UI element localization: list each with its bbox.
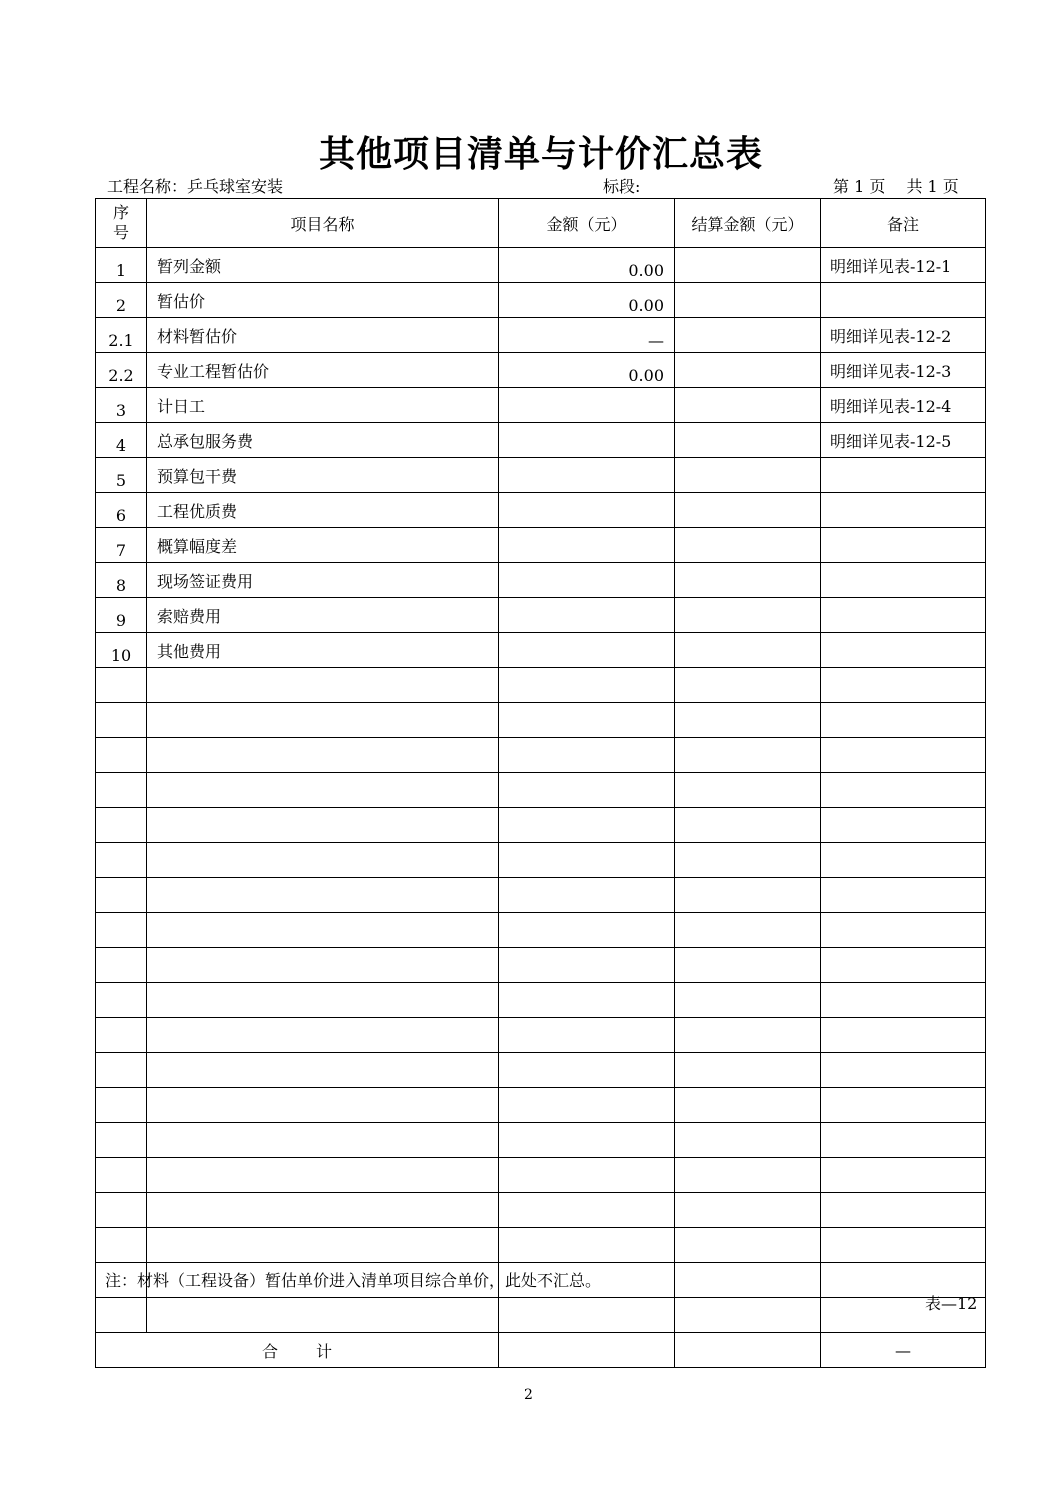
cell-no: [96, 1123, 147, 1158]
cell-remark: [821, 598, 986, 633]
cell-remark: [821, 983, 986, 1018]
table-row: [96, 633, 986, 668]
page-indicator: 第 1 页 共 1 页: [833, 177, 959, 196]
cell-no: [96, 1193, 147, 1228]
cell-name: 暂估价: [147, 283, 499, 318]
cell-remark: [821, 1158, 986, 1193]
cell-name: 预算包干费: [147, 458, 499, 493]
footnote: 注：材料（工程设备）暂估单价进入清单项目综合单价，此处不汇总。: [105, 1271, 602, 1290]
cell-no: [96, 913, 147, 948]
cell-no: 8: [96, 563, 147, 598]
cell-name: [147, 913, 499, 948]
cell-amount: [499, 1298, 675, 1333]
cell-settlement: [675, 983, 821, 1018]
cell-amount: [499, 1123, 675, 1158]
cell-amount: [499, 1018, 675, 1053]
table-row: [96, 493, 986, 528]
table-row: [96, 1088, 986, 1123]
table-row: [96, 1123, 986, 1158]
cell-name: 索赔费用: [147, 598, 499, 633]
header-remark: 备注: [821, 199, 986, 248]
cell-settlement: [675, 563, 821, 598]
cell-no: [96, 738, 147, 773]
total-settlement: [675, 1333, 821, 1368]
total-label: [96, 1333, 499, 1368]
cell-no: 9: [96, 598, 147, 633]
section-label: 标段:: [603, 177, 641, 196]
page-number: 2: [524, 1387, 533, 1403]
cell-amount: [499, 1053, 675, 1088]
cell-settlement: [675, 458, 821, 493]
table-row: [96, 1298, 986, 1333]
table-row: [96, 1228, 986, 1263]
cell-settlement: [675, 1088, 821, 1123]
cell-name: 工程优质费: [147, 493, 499, 528]
cell-settlement: [675, 808, 821, 843]
cell-no: [96, 808, 147, 843]
cell-remark: [821, 283, 986, 318]
cell-amount: [499, 493, 675, 528]
cell-amount: 0.00: [499, 248, 675, 283]
cell-remark: [821, 493, 986, 528]
table-row: [96, 668, 986, 703]
cell-amount: [499, 913, 675, 948]
cell-name: 材料暂估价: [147, 318, 499, 353]
table-row: [96, 1053, 986, 1088]
cell-amount: [499, 668, 675, 703]
cell-no: [96, 1158, 147, 1193]
table-row: [96, 528, 986, 563]
cell-settlement: [675, 633, 821, 668]
cell-no: [96, 843, 147, 878]
cell-settlement: [675, 248, 821, 283]
cell-no: 7: [96, 528, 147, 563]
total-label-part1: 合: [261, 1341, 278, 1361]
table-id: 表—12: [925, 1294, 978, 1313]
cell-settlement: [675, 423, 821, 458]
table-row: [96, 738, 986, 773]
table-row: [96, 563, 986, 598]
cell-settlement: [675, 353, 821, 388]
cell-amount: 0.00: [499, 353, 675, 388]
cell-remark: [821, 1088, 986, 1123]
cell-settlement: [675, 1298, 821, 1333]
cell-settlement: [675, 1193, 821, 1228]
cell-name: [147, 948, 499, 983]
table-row: [96, 878, 986, 913]
project-name: 工程名称：乒乓球室安装: [107, 177, 284, 196]
cell-remark: [821, 948, 986, 983]
cell-remark: [821, 913, 986, 948]
cell-no: [96, 668, 147, 703]
table-row: [96, 423, 986, 458]
cell-settlement: [675, 1018, 821, 1053]
cell-settlement: [675, 493, 821, 528]
cell-name: [147, 738, 499, 773]
table-row: [96, 913, 986, 948]
cell-no: 2.1: [96, 318, 147, 353]
cell-no: [96, 948, 147, 983]
cell-remark: [821, 843, 986, 878]
cell-name: [147, 1053, 499, 1088]
header-amount: 金额（元）: [499, 199, 675, 248]
cell-remark: [821, 668, 986, 703]
cell-no: 1: [96, 248, 147, 283]
cell-remark: [821, 1123, 986, 1158]
cell-no: 3: [96, 388, 147, 423]
cell-no: [96, 773, 147, 808]
cell-settlement: [675, 1053, 821, 1088]
cell-settlement: [675, 283, 821, 318]
cell-no: [96, 1228, 147, 1263]
cell-name: [147, 878, 499, 913]
cell-amount: [499, 843, 675, 878]
cell-name: [147, 703, 499, 738]
cell-settlement: [675, 1228, 821, 1263]
cell-name: [147, 773, 499, 808]
cell-remark: [821, 528, 986, 563]
cell-amount: [499, 948, 675, 983]
header-name: 项目名称: [147, 199, 499, 248]
table-row: [96, 353, 986, 388]
cell-settlement: [675, 668, 821, 703]
cell-remark: [821, 703, 986, 738]
cell-amount: [499, 1228, 675, 1263]
cell-amount: [499, 773, 675, 808]
cell-no: 2: [96, 283, 147, 318]
table-row: [96, 843, 986, 878]
cell-no: [96, 878, 147, 913]
cell-name: 专业工程暂估价: [147, 353, 499, 388]
cell-settlement: [675, 1263, 821, 1298]
cell-remark: [821, 1053, 986, 1088]
total-row: [96, 1333, 986, 1368]
cell-remark: 明细详见表-12-1: [821, 248, 986, 283]
cell-settlement: [675, 1158, 821, 1193]
total-label-part2: 计: [316, 1341, 333, 1361]
cell-remark: [821, 808, 986, 843]
cell-amount: [499, 598, 675, 633]
header-no-line2: 号: [112, 223, 129, 242]
cell-no: 6: [96, 493, 147, 528]
cell-name: [147, 1228, 499, 1263]
total-remark: —: [821, 1333, 986, 1368]
cell-settlement: [675, 388, 821, 423]
cell-name: 现场签证费用: [147, 563, 499, 598]
cell-settlement: [675, 1123, 821, 1158]
cell-settlement: [675, 528, 821, 563]
cell-name: [147, 843, 499, 878]
cell-amount: [499, 458, 675, 493]
cell-no: 10: [96, 633, 147, 668]
cell-settlement: [675, 948, 821, 983]
cell-remark: [821, 878, 986, 913]
cell-remark: [821, 563, 986, 598]
cell-name: [147, 1158, 499, 1193]
table-row: [96, 598, 986, 633]
cell-name: [147, 1018, 499, 1053]
cell-name: [147, 983, 499, 1018]
header-no: [96, 199, 147, 248]
cell-no: [96, 1298, 147, 1333]
cell-name: 概算幅度差: [147, 528, 499, 563]
page-title: 其他项目清单与计价汇总表: [318, 133, 763, 175]
cell-remark: 明细详见表-12-4: [821, 388, 986, 423]
cell-amount: [499, 738, 675, 773]
cell-amount: [499, 563, 675, 598]
table-header-row: [96, 199, 986, 248]
cell-amount: [499, 388, 675, 423]
cell-settlement: [675, 598, 821, 633]
cell-amount: [499, 528, 675, 563]
cell-remark: [821, 1018, 986, 1053]
cell-remark: [821, 633, 986, 668]
cell-settlement: [675, 318, 821, 353]
cell-no: 5: [96, 458, 147, 493]
cell-name: [147, 1193, 499, 1228]
table-row: [96, 1018, 986, 1053]
cell-remark: 明细详见表-12-5: [821, 423, 986, 458]
cell-remark: [821, 458, 986, 493]
table-row: [96, 458, 986, 493]
cell-amount: [499, 983, 675, 1018]
cell-amount: —: [499, 318, 675, 353]
cell-settlement: [675, 843, 821, 878]
table-row: [96, 703, 986, 738]
cell-amount: [499, 808, 675, 843]
cell-name: 总承包服务费: [147, 423, 499, 458]
cell-name: [147, 668, 499, 703]
table-row: [96, 808, 986, 843]
cell-settlement: [675, 913, 821, 948]
table-row: [96, 318, 986, 353]
cell-name: [147, 1123, 499, 1158]
cell-no: [96, 1088, 147, 1123]
cell-amount: [499, 423, 675, 458]
cell-no: [96, 703, 147, 738]
table-row: [96, 388, 986, 423]
cell-name: [147, 1298, 499, 1333]
cell-no: [96, 1053, 147, 1088]
total-amount: [499, 1333, 675, 1368]
table-row: [96, 983, 986, 1018]
table-row: [96, 1158, 986, 1193]
cell-remark: [821, 1228, 986, 1263]
cell-name: 其他费用: [147, 633, 499, 668]
cell-no: [96, 983, 147, 1018]
cell-settlement: [675, 773, 821, 808]
cell-settlement: [675, 703, 821, 738]
cell-no: 2.2: [96, 353, 147, 388]
cell-name: 计日工: [147, 388, 499, 423]
table-row: [96, 248, 986, 283]
cell-amount: [499, 703, 675, 738]
cell-no: 4: [96, 423, 147, 458]
cell-remark: 明细详见表-12-2: [821, 318, 986, 353]
header-settlement: 结算金额（元）: [675, 199, 821, 248]
table-row: [96, 283, 986, 318]
cell-amount: [499, 1158, 675, 1193]
cell-name: 暂列金额: [147, 248, 499, 283]
table-row: [96, 773, 986, 808]
cell-amount: [499, 1088, 675, 1123]
cell-remark: [821, 773, 986, 808]
cell-settlement: [675, 738, 821, 773]
cell-amount: 0.00: [499, 283, 675, 318]
cell-remark: 明细详见表-12-3: [821, 353, 986, 388]
cell-remark: [821, 1193, 986, 1228]
cell-settlement: [675, 878, 821, 913]
cell-amount: [499, 633, 675, 668]
table-row: [96, 1193, 986, 1228]
cell-name: [147, 808, 499, 843]
cell-amount: [499, 1193, 675, 1228]
cell-name: [147, 1088, 499, 1123]
header-no-line1: 序: [112, 203, 129, 222]
cell-remark: [821, 738, 986, 773]
cell-no: [96, 1018, 147, 1053]
cell-amount: [499, 878, 675, 913]
summary-table: [95, 198, 986, 1368]
table-row: [96, 948, 986, 983]
